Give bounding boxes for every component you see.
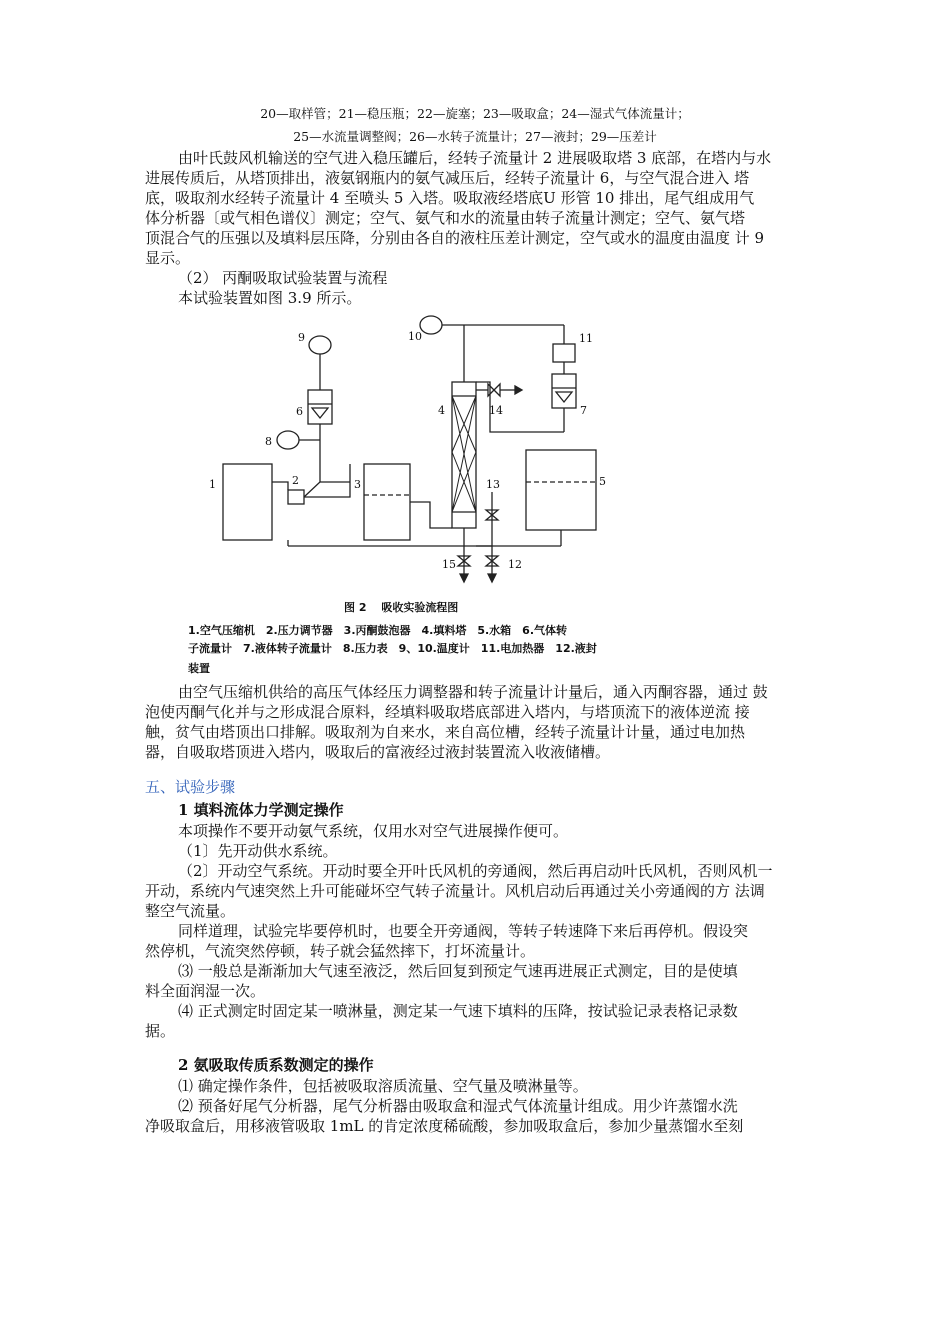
para1-line: 由叶氏鼓风机输送的空气进入稳压罐后，经转子流量计 2 进展吸取塔 3 底部，在塔内与水	[178, 149, 772, 167]
label-9: 9	[298, 331, 305, 344]
label-14: 14	[489, 404, 503, 417]
figure-legend-line-1: 20—取样管；21—稳压瓶；22—旋塞；23—吸取盒；24—湿式气体流量计；	[260, 106, 690, 121]
s2-line: 净吸取盒后，用移液管吸取 1mL 的肯定浓度稀硫酸，参加吸取盒后，参加少量蒸馏水至刻	[145, 1117, 744, 1135]
acetone-bubbler-box	[364, 464, 410, 540]
label-7: 7	[580, 404, 587, 417]
label-1: 1	[209, 478, 216, 491]
thermometer-10	[420, 316, 442, 334]
electric-heater-box	[553, 344, 575, 362]
figure-caption-line: 1.空气压缩机 2.压力调节器 3.丙酮鼓泡器 4.填料塔 5.水箱 6.气体转	[188, 624, 567, 637]
subsection-heading: （2） 丙酮吸取试验装置与流程	[178, 269, 388, 287]
s1-line: （1〕先开动供水系统。	[178, 842, 338, 860]
para2-line: 由空气压缩机供给的高压气体经压力调整器和转子流量计计量后，通入丙酮容器，通过 鼓	[178, 683, 768, 701]
label-10: 10	[408, 330, 422, 343]
air-compressor-box	[223, 464, 272, 540]
label-13: 13	[486, 478, 500, 491]
s1-line: 整空气流量。	[145, 902, 236, 920]
s2-line: ⑵ 预备好尾气分析器，尾气分析器由吸取盒和湿式气体流量计组成。用少许蒸馏水洗	[178, 1097, 738, 1115]
process-flow-diagram	[190, 312, 630, 604]
s1-line: 本项操作不要开动氨气系统，仅用水对空气进展操作便可。	[178, 822, 569, 840]
label-6: 6	[296, 405, 303, 418]
figure-caption-title: 图 2 吸收实验流程图	[344, 601, 459, 614]
para1-line: 底，吸取剂水经转子流量计 4 至喷头 5 入塔。吸取液经塔底U 形管 10 排出，尾气组成用气	[145, 189, 755, 207]
s1-line: 然停机，气流突然停顿，转子就会猛然摔下，打坏流量计。	[145, 942, 536, 960]
para2-line: 器，自吸取塔顶进入塔内，吸取后的富液经过液封装置流入收液储槽。	[145, 743, 611, 761]
figure-caption-line: 装置	[188, 662, 210, 675]
s1-line: ⑶ 一般总是渐渐加大气速至液泛，然后回复到预定气速再进展正式测定，目的是使填	[178, 962, 738, 980]
pressure-gauge-8	[277, 431, 299, 449]
para1-line: 显示。	[145, 249, 191, 267]
water-tank-box	[526, 450, 596, 530]
subsection-title: 1 填料流体力学测定操作	[178, 801, 344, 819]
section-heading: 五、试验步骤	[145, 778, 236, 796]
para2-line: 触，贫气由塔顶出口排解。吸取剂为自来水，来自高位槽，经转子流量计计量，通过电加热	[145, 723, 746, 741]
para1-line: 顶混合气的压强以及填料层压降，分别由各自的液柱压差计测定，空气或水的温度由温度 计 9	[145, 229, 765, 247]
label-4: 4	[438, 404, 445, 417]
s1-line: ⑷ 正式测定时固定某一喷淋量，测定某一气速下填料的压降，按试验记录表格记录数	[178, 1002, 738, 1020]
label-8: 8	[265, 435, 272, 448]
subsection-title: 2 氨吸取传质系数测定的操作	[178, 1056, 374, 1074]
pressure-regulator-box	[288, 490, 304, 504]
s1-line: （2〕开动空气系统。开动时要全开叶氏风机的旁通阀，然后再启动叶氏风机，否则风机一	[178, 862, 773, 880]
figure-reference: 本试验装置如图 3.9 所示。	[178, 289, 362, 307]
label-15: 15	[442, 558, 456, 571]
figure-caption-line: 子流量计 7.液体转子流量计 8.压力表 9、10.温度计 11.电加热器 12.液封	[188, 642, 597, 655]
s1-line: 同样道理，试验完毕要停机时，也要全开旁通阀，等转子转速降下来后再停机。假设突	[178, 922, 749, 940]
label-12: 12	[508, 558, 522, 571]
s1-line: 料全面润湿一次。	[145, 982, 266, 1000]
s2-line: ⑴ 确定操作条件，包括被吸取溶质流量、空气量及喷淋量等。	[178, 1077, 588, 1095]
label-3: 3	[354, 478, 361, 491]
figure-legend-line-2: 25—水流量调整阀；26—水转子流量计；27—液封；29—压差计	[293, 129, 657, 144]
para1-line: 体分析器〔或气相色谱仪〕测定；空气、氨气和水的流量由转子流量计测定；空气、氨气塔	[145, 209, 746, 227]
para1-line: 进展传质后，从塔顶排出，液氨钢瓶内的氨气减压后，经转子流量计 6，与空气混合进入 塔	[145, 169, 750, 187]
label-5: 5	[599, 475, 606, 488]
s1-line: 据。	[145, 1022, 176, 1040]
label-2: 2	[292, 474, 299, 487]
label-11: 11	[579, 332, 593, 345]
s1-line: 开动，系统内气速突然上升可能碰坏空气转子流量计。风机启动后再通过关小旁通阀的方 法调	[145, 882, 765, 900]
thermometer-9	[309, 336, 331, 354]
para2-line: 泡使丙酮气化并与之形成混合原料，经填料吸取塔底部进入塔内，与塔顶流下的液体逆流 接	[145, 703, 750, 721]
